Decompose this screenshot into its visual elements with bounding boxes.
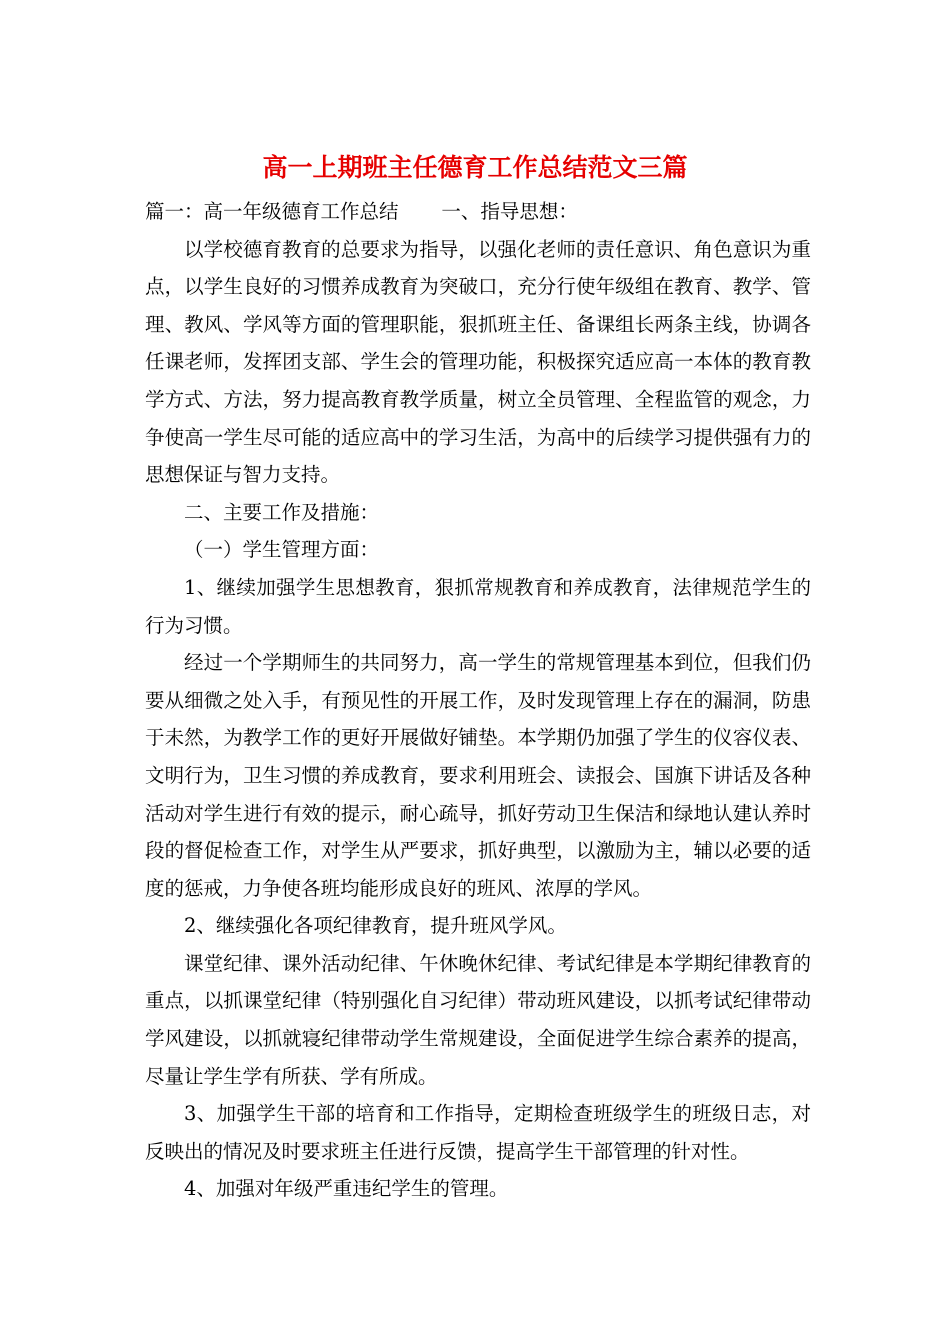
paragraph-guiding-thought: 以学校德育教育的总要求为指导，以强化老师的责任意识、角色意识为重点，以学生良好的习惯养成教育为突破口，充分行使年级组在教育、教学、管理、教风、学风等方面的管理职能，狠抓班主任、备课组长两条主线，协调各任课老师，发挥团支部、学生会的管理功能，积极探究适应高一本体的教育教学方式、方法，努力提高教育教学质量，树立全员管理、全程监管的观念，力争使高一学生尽可能的适应高中的学习生活，为高中的后续学习提供强有力的思想保证与智力支持。 — [145, 237, 811, 487]
paragraph-routine-management: 经过一个学期师生的共同努力，高一学生的常规管理基本到位，但我们仍要从细微之处入手，有预见性的开展工作，及时发现管理上存在的漏洞，防患于未然，为教学工作的更好开展做好铺垫。本学期仍加强了学生的仪容仪表、文明行为，卫生习惯的养成教育，要求利用班会、读报会、国旗下讲话及各种活动对学生进行有效的提示，耐心疏导，抓好劳动卫生保洁和绿地认建认养时段的督促检查工作，对学生从严要求，抓好典型，以激励为主，辅以必要的适度的惩戒，力争使各班均能形成良好的班风、浓厚的学风。 — [145, 651, 811, 900]
part-heading: 篇一：高一年级德育工作总结 — [145, 200, 399, 223]
section-heading: 一、指导思想： — [441, 200, 578, 223]
item-4-heading: 4、加强对年级严重违纪学生的管理。 — [184, 1177, 509, 1201]
document-title: 高一上期班主任德育工作总结范文三篇 — [262, 153, 688, 182]
subsection-heading-student-management: （一）学生管理方面： — [184, 538, 380, 562]
header-line — [145, 193, 811, 231]
section-heading-main-work: 二、主要工作及措施： — [184, 500, 380, 524]
item-1-heading: 1、继续加强学生思想教育，狠抓常规教育和养成教育，法律规范学生的行为习惯。 — [145, 575, 811, 637]
document-body — [145, 193, 811, 1208]
item-2-heading: 2、继续强化各项纪律教育，提升班风学风。 — [184, 914, 567, 938]
item-3-paragraph: 3、加强学生干部的培育和工作指导，定期检查班级学生的班级日志，对反映出的情况及时要求班主任进行反馈，提高学生干部管理的针对性。 — [145, 1102, 811, 1163]
paragraph-discipline: 课堂纪律、课外活动纪律、午休晚休纪律、考试纪律是本学期纪律教育的重点，以抓课堂纪律（特别强化自习纪律）带动班风建设，以抓考试纪律带动学风建设，以抓就寝纪律带动学生常规建设，全面促进学生综合素养的提高，尽量让学生学有所获、学有所成。 — [145, 951, 811, 1088]
